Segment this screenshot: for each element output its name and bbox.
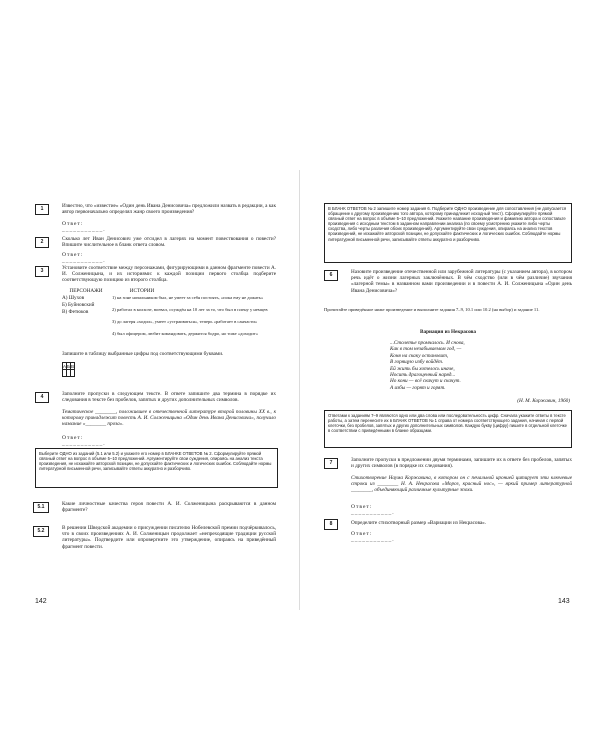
table-header-c: В: [70, 363, 74, 369]
poem-line: Как в том незабываемом год, —: [390, 346, 462, 353]
poem-line: Ей жить бы хотелось иначе,: [390, 365, 455, 372]
answer-line: Ответ: ___________.: [62, 252, 106, 264]
table-header-b: Б: [67, 363, 70, 369]
question-text: Определите стихотворный размер «Вариации из Некрасова».: [351, 520, 487, 526]
story-item: 3) до лагеря «ходил», умеет «устраиваться», теперь «работает в санчасти»: [112, 319, 258, 324]
character-item: Б) Буйновский: [62, 302, 95, 308]
question-passage: Тематическое ________, положившее в отечественной литературе второй половины XX в., к которому принадлежит повесть А. И. Солженицына «Один день Ивана Денисовича», получило название «________ проза».: [62, 409, 276, 428]
character-item: А) Шухов: [62, 295, 85, 301]
answer-line: Ответ: ___________.: [351, 531, 395, 543]
question-text: Установите соответствие между персонажами, фигурирующими в данном фрагменте повести А. И. Солженицына, и их историями: к каждой позиции первого столбца подберите соответствующую позицию из второго столбца.: [62, 265, 276, 284]
question-number: 6: [324, 270, 338, 281]
answer-line: Ответ: ___________.: [62, 435, 106, 447]
answer-line: Ответ: ___________.: [351, 504, 395, 516]
question-passage: Стихотворение Наума Коржавина, в котором он с печальной иронией цитирует эти ключевые строки из ________ Н. А. Некрасова «Мороз, красный нос», — яркий пример литературной ________, объединяющий различные культурные эпохи.: [351, 475, 572, 494]
answers-box: Ответами к заданиям 7–9 являются одно или два слова или последовательность цифр. Сначала укажите ответы в тексте работы, а затем перенесите их в БЛАНК ОТВЕТОВ № 1 справа от номера соответствующего задания, начиная с первой клеточки, без пробелов, запятых и других дополнительных символов. Каждую букву (цифру) пишите в отдельной клеточке в соответствии с приведёнными в бланке образцами.: [324, 410, 572, 448]
question-number: 3: [35, 266, 49, 277]
question-number: 8: [324, 519, 338, 530]
question-text: Заполните пропуски в предложении двумя терминами, запишите их в ответе без пробелов, запятых и других символов (в порядке их следования).: [351, 457, 572, 470]
poem-line: В горящую избу войдёт.: [390, 359, 444, 366]
question-number: 4: [35, 392, 49, 403]
question-number: 5.1: [33, 502, 49, 513]
question-number: 1: [35, 204, 49, 215]
poem-line: Но кони — всё скачут и скачут.: [390, 378, 461, 385]
poem-title: Вариация из Некрасова: [420, 329, 476, 335]
table-note: Запишите в таблицу выбранные цифры под соответствующими буквами.: [62, 351, 224, 357]
question-text: Известно, что «известие» «Один день Ивана Денисовича» предложили назвать в редакции, а как автор первоначально определял жанр своего произведения?: [62, 203, 276, 216]
story-item: 1) на зоне начальником был, не умеет за себя постоять, «пока ему не дожать»: [112, 295, 264, 300]
story-item: 4) был офицером, любит командовать, держится бодро, но тоже «доходит»: [112, 331, 259, 336]
question-text: Заполните пропуски в следующем тексте. В ответе запишите два термина в порядке их следования в тексте без пробелов, запятых и других дополнительных символов.: [62, 391, 276, 404]
instruction-box: В БЛАНК ОТВЕТОВ № 2 запишите номер задания 6. Подберите ОДНО произведение для сопоставления (не допускается обращение к другому произведению того автора, которому принадлежит исходный текст). Сформулируйте прямой связный ответ на вопрос в объёме 5–10 предложений. Укажите название произведения и фамилию автора и сопоставьте произведения с исходным текстом в заданном направлении анализа (по своему усмотрению укажите либо черты сходства, либо черты различия обоих произведений). Аргументируйте свои суждения, опираясь на анализ текстов произведений, не искажайте авторской позиции, не допускайте фактических и логических ошибок. Соблюдайте нормы литературной письменной речи, записывайте ответы аккуратно и разборчиво.: [324, 203, 572, 263]
table-header-a: А: [63, 363, 67, 369]
instruction-box: Выберите ОДНО из заданий (5.1 или 5.2) и укажите его номер в БЛАНКЕ ОТВЕТОВ № 2. Сформулируйте прямой связный ответ на вопрос в объёме 5–10 предложений. Аргументируйте свои суждения, опираясь на анализ текста произведения, не искажайте авторской позиции, не допускайте фактических и логических ошибок. Соблюдайте нормы литературной письменной речи, записывайте ответы аккуратно и разборчиво.: [35, 448, 278, 488]
poem-line: ...Столетье промчалось. И снова,: [390, 340, 465, 346]
stories-header: ИСТОРИИ: [129, 288, 155, 294]
poem-line: А избы — горят и горят.: [390, 384, 446, 391]
question-number: 5.2: [33, 526, 49, 537]
page-number: 142: [35, 598, 47, 605]
question-text: Какие личностные качества героя повести А. И. Солженицына раскрываются в данном фрагменте?: [62, 501, 276, 514]
question-number: 2: [35, 237, 49, 248]
table-cell: [70, 370, 74, 377]
character-item: В) Фетюков: [62, 309, 89, 315]
answer-table: [62, 362, 75, 377]
right-page: [300, 0, 600, 750]
characters-header: ПЕРСОНАЖИ: [69, 288, 103, 294]
poem: [390, 340, 560, 391]
answer-line: Ответ: ___________.: [62, 221, 106, 233]
read-note: Прочитайте приведённое ниже произведение и выполните задания 7–9, 10.1 или 10.2 (на выбор) и задание 11.: [324, 307, 540, 312]
question-text: Сколько лет Иван Денисович уже отсидел в лагерях на момент повествования о повести? Впишите числительное в бланк ответа словом.: [62, 236, 276, 249]
story-item: 2) работал в колхозе, воевал, осуждён на 10 лет за то, что был в плену у немцев: [112, 307, 268, 312]
poem-line: Коня на скаку остановит,: [390, 352, 449, 359]
question-text: В решении Шведской академии о присуждении писателю Нобелевской премии подчёркивалось, что в своих произведениях А. И. Солженицын продолжает «непреходящие традиции русской литературы». Подтвердите или опровергните это утверждение, опираясь на приведённый фрагмент повести.: [62, 525, 276, 550]
question-text: Назовите произведение отечественной или зарубежной литературы (с указанием автора), в котором речь идёт о жизни лагерных заключённых. В чём сходство (или в чём различие) звучания «лагерной темы» в названном вами произведении и в повести А. И. Солженицына «Один день Ивана Денисовича»?: [351, 269, 572, 294]
question-number: 7: [324, 458, 338, 469]
page-number: 143: [558, 598, 570, 605]
poem-author: (Н. М. Коржавин, 1960): [517, 398, 570, 404]
poem-line: Носить драгоценный наряд...: [390, 372, 456, 379]
